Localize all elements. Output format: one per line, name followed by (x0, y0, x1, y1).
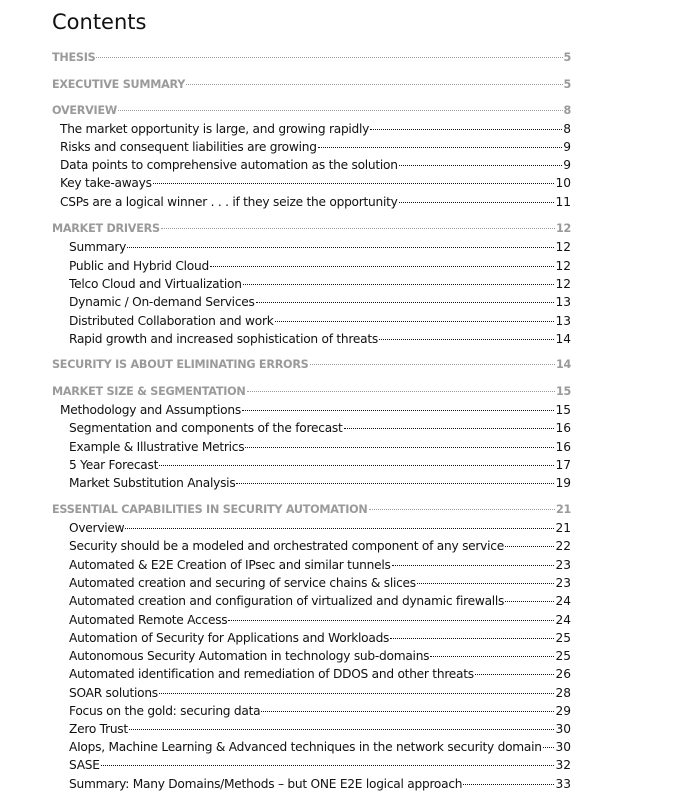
toc-item[interactable] (69, 520, 571, 536)
toc-item[interactable] (60, 121, 571, 137)
toc-entry-label: Security should be a modeled and orchestrated component of any service (69, 539, 504, 553)
toc-heading[interactable] (52, 77, 571, 93)
dot-leader (243, 283, 555, 285)
toc-page-number: 16 (555, 421, 571, 435)
toc-entry-label: Public and Hybrid Cloud (69, 259, 209, 273)
dot-leader (369, 508, 556, 510)
toc-heading[interactable] (52, 357, 571, 373)
toc-entry-label: MARKET SIZE & SEGMENTATION (52, 385, 246, 398)
toc-heading[interactable] (52, 502, 571, 518)
dot-leader (118, 109, 563, 111)
toc-item[interactable] (69, 666, 571, 682)
toc-page-number: 32 (555, 758, 571, 772)
dot-leader (392, 564, 555, 566)
toc-entry-label: Automated Remote Access (69, 613, 228, 627)
toc-item[interactable] (69, 475, 571, 491)
dot-leader (318, 146, 563, 148)
toc-page-number: 12 (555, 277, 571, 291)
toc-entry-label: AIops, Machine Learning & Advanced techniques in the network security domain (69, 740, 542, 754)
toc-page-number: 14 (555, 332, 571, 346)
dot-leader (236, 482, 554, 484)
toc-page-number: 30 (555, 722, 571, 736)
toc-item[interactable] (69, 294, 571, 310)
toc-page-number: 21 (556, 503, 571, 516)
toc-item[interactable] (69, 612, 571, 628)
toc-page-number: 24 (555, 613, 571, 627)
dot-leader (543, 746, 555, 748)
toc-page-number: 21 (555, 521, 571, 535)
toc-entry-label: SECURITY IS ABOUT ELIMINATING ERRORS (52, 358, 309, 371)
dot-leader (161, 227, 555, 229)
toc-entry-label: Dynamic / On-demand Services (69, 295, 255, 309)
toc-page-number: 15 (555, 403, 571, 417)
toc-entry-label: The market opportunity is large, and growing rapidly (60, 122, 370, 136)
dot-leader (186, 83, 562, 85)
toc-entry-label: 5 Year Forecast (69, 458, 159, 472)
toc-item[interactable] (69, 457, 571, 473)
toc-entry-label: EXECUTIVE SUMMARY (52, 78, 186, 91)
toc-entry-label: Automated identification and remediation of DDOS and other threats (69, 667, 474, 681)
toc-item[interactable] (69, 313, 571, 329)
toc-page-number: 28 (555, 686, 571, 700)
toc-item[interactable] (69, 575, 571, 591)
dot-leader (125, 527, 554, 529)
dot-leader (475, 673, 555, 675)
toc-entry-label: Telco Cloud and Virtualization (69, 277, 242, 291)
toc-page-number: 5 (563, 78, 571, 91)
toc-page-number: 26 (555, 667, 571, 681)
toc-page-number: 8 (563, 104, 571, 117)
toc-entry-label: THESIS (52, 51, 96, 64)
toc-heading[interactable] (52, 50, 571, 66)
toc-entry-label: Data points to comprehensive automation as the solution (60, 158, 398, 172)
toc-item[interactable] (69, 258, 571, 274)
dot-leader (463, 783, 554, 785)
toc-item[interactable] (69, 239, 571, 255)
toc-item[interactable] (60, 194, 571, 210)
toc-page-number: 23 (555, 576, 571, 590)
toc-page-number: 15 (556, 385, 571, 398)
dot-leader (159, 464, 554, 466)
dot-leader (399, 201, 555, 203)
toc-entry-label: SOAR solutions (69, 686, 158, 700)
toc-item[interactable] (69, 593, 571, 609)
dot-leader (430, 655, 554, 657)
dot-leader (310, 363, 556, 365)
dot-leader (247, 390, 556, 392)
toc-item[interactable] (69, 757, 571, 773)
toc-item[interactable] (69, 648, 571, 664)
toc-entry-label: Rapid growth and increased sophistication of threats (69, 332, 378, 346)
dot-leader (210, 265, 555, 267)
toc-entry-label: ESSENTIAL CAPABILITIES IN SECURITY AUTOMATION (52, 503, 368, 516)
dot-leader (127, 246, 554, 248)
dot-leader (390, 637, 554, 639)
toc-entry-label: Automation of Security for Applications and Workloads (69, 631, 390, 645)
dot-leader (101, 764, 555, 766)
toc-entry-label: Focus on the gold: securing data (69, 704, 261, 718)
toc-page-number: 14 (556, 358, 571, 371)
toc-page-number: 9 (563, 140, 571, 154)
toc-entry-label: Automated & E2E Creation of IPsec and similar tunnels (69, 558, 391, 572)
toc-item[interactable] (69, 420, 571, 436)
toc-page-number: 5 (563, 51, 571, 64)
toc-item[interactable] (69, 685, 571, 701)
dot-leader (228, 619, 554, 621)
toc-entry-label: Autonomous Security Automation in technology sub-domains (69, 649, 430, 663)
toc-entry-label: Risks and consequent liabilities are growing (60, 140, 317, 154)
toc-item[interactable] (69, 331, 571, 347)
dot-leader (275, 320, 555, 322)
toc-page-number: 30 (555, 740, 571, 754)
dot-leader (159, 692, 555, 694)
page-title: Contents (52, 10, 147, 34)
toc-item[interactable] (69, 439, 571, 455)
toc-page-number: 13 (555, 295, 571, 309)
toc-page-number: 12 (555, 240, 571, 254)
dot-leader (379, 338, 555, 340)
toc-page-number: 13 (555, 314, 571, 328)
toc-page-number: 25 (555, 649, 571, 663)
toc-entry-label: Automated creation and securing of service chains & slices (69, 576, 416, 590)
toc-item[interactable] (60, 175, 571, 191)
toc-item[interactable] (60, 402, 571, 418)
toc-entry-label: Distributed Collaboration and work (69, 314, 274, 328)
toc-entry-label: OVERVIEW (52, 104, 117, 117)
toc-entry-label: SASE (69, 758, 100, 772)
toc-page-number: 17 (555, 458, 571, 472)
dot-leader (344, 427, 555, 429)
toc-entry-label: MARKET DRIVERS (52, 222, 160, 235)
dot-leader (256, 301, 555, 303)
toc-entry-label: Methodology and Assumptions (60, 403, 241, 417)
dot-leader (153, 182, 555, 184)
toc-item[interactable] (60, 157, 571, 173)
toc-item[interactable] (69, 276, 571, 292)
toc-entry-label: Overview (69, 521, 125, 535)
toc-item[interactable] (69, 557, 571, 573)
toc-page-number: 12 (555, 259, 571, 273)
toc-page-number: 29 (555, 704, 571, 718)
toc-entry-label: CSPs are a logical winner . . . if they seize the opportunity (60, 195, 398, 209)
dot-leader (370, 128, 562, 130)
toc-page-number: 33 (555, 777, 571, 791)
toc-page-number: 10 (555, 176, 571, 190)
toc-entry-label: Summary: Many Domains/Methods – but ONE E2E logical approach (69, 777, 463, 791)
dot-leader (242, 409, 555, 411)
toc-page-number: 9 (563, 158, 571, 172)
dot-leader (417, 582, 555, 584)
dot-leader (96, 56, 562, 58)
toc-page-number: 23 (555, 558, 571, 572)
toc-entry-label: Segmentation and components of the forecast (69, 421, 343, 435)
toc-page-number: 25 (555, 631, 571, 645)
toc-heading[interactable] (52, 103, 571, 119)
toc-entry-label: Key take-aways (60, 176, 152, 190)
toc-item[interactable] (69, 776, 571, 792)
dot-leader (129, 728, 555, 730)
toc-page-number: 19 (555, 476, 571, 490)
dot-leader (261, 710, 554, 712)
dot-leader (505, 545, 555, 547)
toc-item[interactable] (69, 703, 571, 719)
toc-page-number: 24 (555, 594, 571, 608)
dot-leader (505, 600, 554, 602)
toc-heading[interactable] (52, 384, 571, 400)
dot-leader (245, 446, 554, 448)
toc-item[interactable] (69, 739, 571, 755)
toc-page-number: 11 (555, 195, 571, 209)
toc-item[interactable] (69, 630, 571, 646)
toc-page-number: 12 (556, 222, 571, 235)
toc-heading[interactable] (52, 221, 571, 237)
dot-leader (399, 164, 563, 166)
toc-entry-label: Market Substitution Analysis (69, 476, 236, 490)
toc-item[interactable] (69, 538, 571, 554)
toc-entry-label: Zero Trust (69, 722, 128, 736)
toc-entry-label: Automated creation and configuration of virtualized and dynamic firewalls (69, 594, 505, 608)
toc-entry-label: Example & Illustrative Metrics (69, 440, 245, 454)
toc-page-number: 8 (563, 122, 571, 136)
toc-page-number: 16 (555, 440, 571, 454)
toc-entry-label: Summary (69, 240, 127, 254)
toc-page-number: 22 (555, 539, 571, 553)
toc-item[interactable] (69, 721, 571, 737)
toc-item[interactable] (60, 139, 571, 155)
